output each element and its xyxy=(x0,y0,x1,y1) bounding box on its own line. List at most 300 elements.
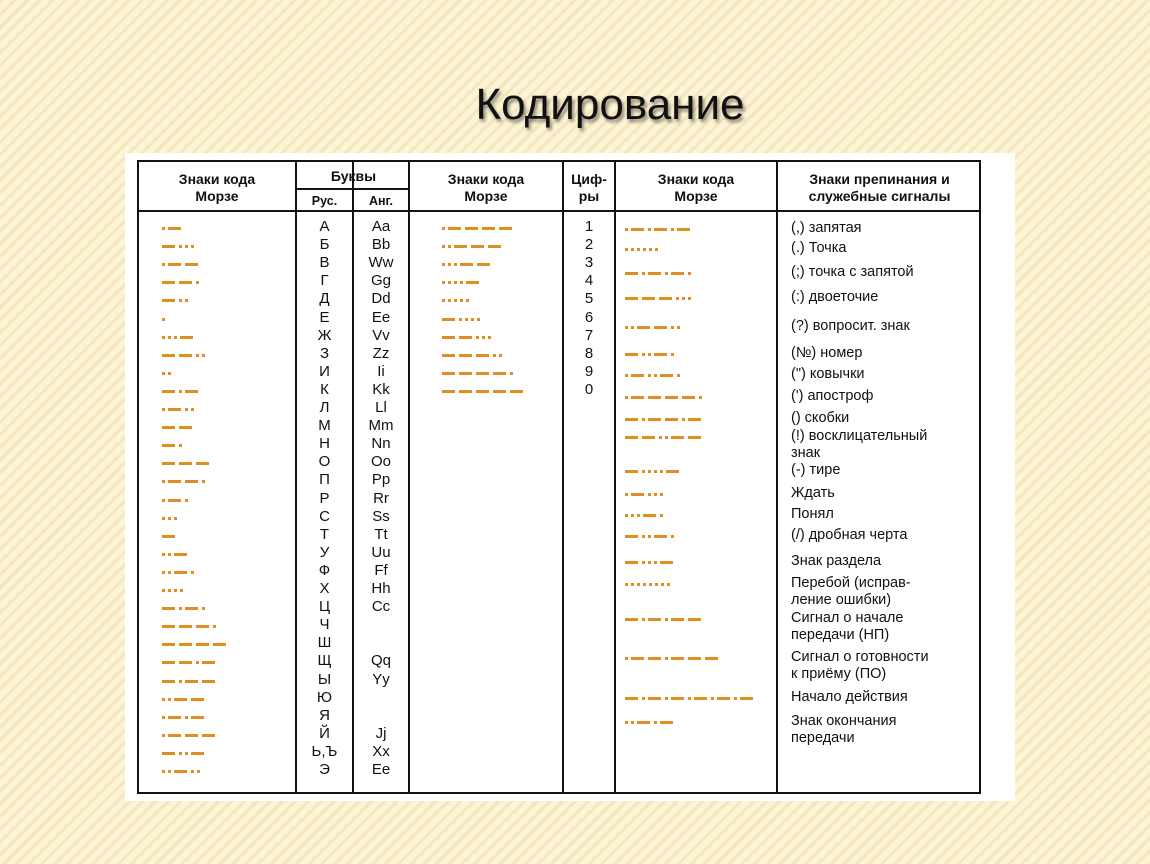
morse-dot xyxy=(162,336,165,339)
morse-dash xyxy=(442,390,455,393)
header-morse-digits: Знаки кода Морзе xyxy=(447,171,525,204)
morse-dot xyxy=(168,553,171,556)
punctuation-label xyxy=(791,713,969,747)
morse-dash xyxy=(162,625,175,628)
punctuation-label xyxy=(791,485,969,502)
morse-dash xyxy=(168,734,181,737)
morse-dot xyxy=(654,493,657,496)
punctuation-label xyxy=(791,527,969,544)
morse-dash xyxy=(191,752,204,755)
morse-dot xyxy=(162,770,165,773)
morse-dot xyxy=(191,245,194,248)
morse-dot xyxy=(162,589,165,592)
morse-dot xyxy=(454,263,457,266)
morse-dash xyxy=(185,607,198,610)
morse-dash xyxy=(625,535,638,538)
letter-rus: Ы xyxy=(317,670,332,688)
punctuation-label xyxy=(791,610,969,644)
morse-dash xyxy=(482,227,495,230)
morse-dash xyxy=(471,245,484,248)
letter-rus: М xyxy=(318,417,331,435)
morse-dash xyxy=(442,318,455,321)
punctuation-label xyxy=(791,689,969,706)
morse-dash xyxy=(476,390,489,393)
morse-dot xyxy=(642,353,645,356)
morse-dash xyxy=(671,436,684,439)
morse-dot xyxy=(162,571,165,574)
morse-dot xyxy=(734,697,737,700)
morse-dot xyxy=(162,553,165,556)
digit: 9 xyxy=(584,362,594,380)
morse-dot xyxy=(185,752,188,755)
morse-dot xyxy=(477,318,480,321)
morse-dot xyxy=(631,721,634,724)
letter-eng: Uu xyxy=(371,543,391,561)
morse-dot xyxy=(648,470,651,473)
morse-dash xyxy=(648,272,661,275)
morse-dash xyxy=(625,436,638,439)
punctuation-label-line: Ждать xyxy=(791,485,835,501)
letter-eng: Bb xyxy=(371,236,391,254)
morse-dash xyxy=(705,657,718,660)
letter-eng: Ww xyxy=(368,254,394,272)
letter-eng: Kk xyxy=(372,380,390,398)
morse-dot xyxy=(642,535,645,538)
punctuation-label-line: (;) точка с запятой xyxy=(791,264,914,280)
morse-dot xyxy=(202,480,205,483)
morse-dot xyxy=(202,607,205,610)
morse-dash xyxy=(442,336,455,339)
morse-dot xyxy=(642,272,645,275)
letter-eng: Yy xyxy=(372,670,390,688)
letter-rus: Г xyxy=(320,272,329,290)
morse-dot xyxy=(179,444,182,447)
morse-dash xyxy=(631,374,644,377)
morse-dot xyxy=(162,517,165,520)
punctuation-label xyxy=(791,366,969,383)
header-morse-punct: Знаки кода Морзе xyxy=(657,171,735,204)
morse-dash xyxy=(625,418,638,421)
morse-dot xyxy=(699,396,702,399)
morse-dot xyxy=(648,535,651,538)
morse-dash xyxy=(648,418,661,421)
letter-rus: А xyxy=(319,218,330,235)
punctuation-label xyxy=(791,428,969,462)
morse-dot xyxy=(179,299,182,302)
letter-rus: Т xyxy=(319,525,330,543)
morse-dot xyxy=(637,583,640,586)
letter-rus: В xyxy=(319,254,330,272)
column-divider xyxy=(408,160,410,794)
letter-eng: Aa xyxy=(371,218,391,235)
letter-rus: Л xyxy=(319,399,330,416)
morse-dash xyxy=(162,354,175,357)
morse-dash xyxy=(665,396,678,399)
morse-dot xyxy=(654,470,657,473)
letter-rus: Р xyxy=(319,489,330,507)
morse-dash xyxy=(625,297,638,300)
morse-dot xyxy=(162,263,165,266)
morse-dash xyxy=(459,354,472,357)
morse-dot xyxy=(625,326,628,329)
punctuation-label-line: (№) номер xyxy=(791,345,863,361)
morse-dash xyxy=(740,697,753,700)
morse-dash xyxy=(625,353,638,356)
morse-dot xyxy=(179,680,182,683)
morse-dash xyxy=(631,493,644,496)
morse-dash xyxy=(202,661,215,664)
morse-dot xyxy=(476,336,479,339)
morse-dash xyxy=(168,716,181,719)
morse-dash xyxy=(442,372,455,375)
punctuation-label-line: знак xyxy=(791,445,821,461)
letter-eng: Ll xyxy=(375,399,387,416)
punctuation-label xyxy=(791,318,969,335)
morse-dash xyxy=(174,571,187,574)
morse-dash xyxy=(185,680,198,683)
morse-dash xyxy=(162,462,175,465)
letter-rus: К xyxy=(320,380,329,398)
letter-rus: Б xyxy=(319,236,330,254)
letter-eng: Jj xyxy=(375,724,387,742)
morse-dot xyxy=(448,281,451,284)
morse-dot xyxy=(671,326,674,329)
morse-dot xyxy=(649,583,652,586)
morse-dot xyxy=(213,625,216,628)
morse-dash xyxy=(179,643,192,646)
morse-dash xyxy=(162,661,175,664)
letter-eng: Xx xyxy=(372,742,390,760)
morse-dash xyxy=(499,227,512,230)
morse-dash xyxy=(179,426,192,429)
letter-rus: Я xyxy=(319,706,330,724)
punctuation-label-line: (.) Точка xyxy=(791,240,847,256)
morse-dash xyxy=(476,354,489,357)
morse-dot xyxy=(168,336,171,339)
punctuation-label-line: Знак окончания xyxy=(791,713,897,729)
morse-dot xyxy=(711,697,714,700)
letter-rus: Ц xyxy=(318,598,331,616)
morse-dot xyxy=(196,281,199,284)
punctuation-label-line: Сигнал о готовности xyxy=(791,649,929,665)
morse-dash xyxy=(665,418,678,421)
morse-dot xyxy=(174,336,177,339)
morse-dash xyxy=(179,661,192,664)
punctuation-label-line: (-) тире xyxy=(791,462,841,478)
morse-dot xyxy=(676,297,679,300)
letter-eng: Ff xyxy=(374,561,388,579)
morse-dot xyxy=(671,353,674,356)
punctuation-label-line: передачи xyxy=(791,730,855,746)
morse-dot xyxy=(162,372,165,375)
morse-dot xyxy=(660,493,663,496)
punctuation-label xyxy=(791,388,969,405)
morse-dash xyxy=(168,263,181,266)
digit: 1 xyxy=(584,218,594,235)
morse-dash xyxy=(459,336,472,339)
letters-subheader-separator xyxy=(295,188,410,190)
digit: 0 xyxy=(584,380,594,398)
morse-dot xyxy=(499,354,502,357)
morse-dot xyxy=(162,734,165,737)
morse-dot xyxy=(162,480,165,483)
morse-dash xyxy=(191,716,204,719)
punctuation-label-line: передачи (НП) xyxy=(791,627,890,643)
morse-dot xyxy=(648,374,651,377)
morse-dot xyxy=(642,561,645,564)
morse-dot xyxy=(191,770,194,773)
morse-dash xyxy=(196,643,209,646)
morse-dot xyxy=(631,326,634,329)
morse-dot xyxy=(460,299,463,302)
morse-dot xyxy=(466,299,469,302)
digit: 2 xyxy=(584,236,594,254)
morse-dash xyxy=(654,535,667,538)
morse-dash xyxy=(162,390,175,393)
morse-dot xyxy=(454,281,457,284)
digit: 5 xyxy=(584,290,594,308)
morse-dot xyxy=(442,299,445,302)
digit: 6 xyxy=(584,308,594,326)
letter-eng: Qq xyxy=(370,652,391,670)
morse-dot xyxy=(665,618,668,621)
letter-rus: Ж xyxy=(317,326,332,344)
punctuation-label xyxy=(791,575,969,609)
punctuation-label xyxy=(791,240,969,257)
morse-dot xyxy=(168,571,171,574)
morse-dot xyxy=(665,272,668,275)
letter-eng: Ii xyxy=(377,362,385,380)
morse-dash xyxy=(179,281,192,284)
morse-dot xyxy=(179,390,182,393)
morse-dot xyxy=(654,374,657,377)
morse-dash xyxy=(459,372,472,375)
morse-dash xyxy=(631,396,644,399)
morse-dash xyxy=(688,436,701,439)
morse-dash xyxy=(625,470,638,473)
morse-dash xyxy=(671,272,684,275)
morse-dash xyxy=(162,444,175,447)
morse-dash xyxy=(168,480,181,483)
morse-dot xyxy=(655,248,658,251)
morse-dot xyxy=(454,299,457,302)
morse-dot xyxy=(191,408,194,411)
letter-rus: Н xyxy=(319,435,330,453)
morse-dot xyxy=(162,227,165,230)
morse-dot xyxy=(642,697,645,700)
morse-dot xyxy=(488,336,491,339)
morse-dash xyxy=(625,618,638,621)
morse-dot xyxy=(442,245,445,248)
morse-dot xyxy=(465,318,468,321)
morse-dot xyxy=(661,583,664,586)
punctuation-label xyxy=(791,506,969,523)
morse-dash xyxy=(459,390,472,393)
morse-dot xyxy=(625,657,628,660)
morse-dash xyxy=(660,721,673,724)
column-divider xyxy=(614,160,616,794)
morse-dash xyxy=(213,643,226,646)
header-rus: Рус. xyxy=(311,194,338,208)
morse-dash xyxy=(196,462,209,465)
morse-dash xyxy=(493,372,506,375)
morse-dash xyxy=(625,561,638,564)
punctuation-label-line: Перебой (исправ- xyxy=(791,575,911,591)
morse-dot xyxy=(625,583,628,586)
punctuation-label xyxy=(791,410,969,427)
morse-dot xyxy=(197,770,200,773)
letter-eng: Mm xyxy=(368,417,394,435)
punctuation-label xyxy=(791,289,969,306)
morse-dot xyxy=(162,318,165,321)
morse-dot xyxy=(162,499,165,502)
letter-eng: Dd xyxy=(371,290,391,308)
punctuation-label-line: Знак раздела xyxy=(791,553,882,569)
slide-title: Кодирование xyxy=(475,80,745,129)
punctuation-label xyxy=(791,553,969,570)
punctuation-label-line: (,) запятая xyxy=(791,220,862,236)
header-morse-letters: Знаки кода Морзе xyxy=(178,171,256,204)
punctuation-label-line: (/) дробная черта xyxy=(791,527,908,543)
morse-dot xyxy=(648,353,651,356)
morse-dash xyxy=(671,697,684,700)
morse-dot xyxy=(442,281,445,284)
morse-dot xyxy=(162,698,165,701)
punctuation-label xyxy=(791,345,969,362)
morse-dash xyxy=(168,408,181,411)
letter-rus: З xyxy=(319,344,330,362)
letter-rus: Э xyxy=(319,761,330,778)
morse-dot xyxy=(471,318,474,321)
letter-rus: П xyxy=(319,471,330,489)
morse-dash xyxy=(717,697,730,700)
letter-rus: Е xyxy=(319,308,330,326)
letter-eng: Gg xyxy=(370,272,391,290)
morse-dot xyxy=(185,499,188,502)
morse-dash xyxy=(185,263,198,266)
letter-rus: Д xyxy=(319,290,330,308)
morse-dot xyxy=(168,517,171,520)
morse-dash xyxy=(174,553,187,556)
morse-dot xyxy=(510,372,513,375)
morse-dash xyxy=(162,680,175,683)
morse-dot xyxy=(642,418,645,421)
morse-dot xyxy=(682,418,685,421)
morse-dot xyxy=(196,354,199,357)
morse-dot xyxy=(642,470,645,473)
punctuation-label xyxy=(791,462,969,479)
column-divider xyxy=(776,160,778,794)
morse-dot xyxy=(179,607,182,610)
morse-dash xyxy=(454,245,467,248)
morse-dot xyxy=(625,374,628,377)
morse-dot xyxy=(180,589,183,592)
morse-dot xyxy=(637,248,640,251)
morse-dot xyxy=(174,589,177,592)
morse-dot xyxy=(191,571,194,574)
morse-dot xyxy=(643,583,646,586)
digit: 4 xyxy=(584,272,594,290)
morse-dash xyxy=(642,297,655,300)
morse-dash xyxy=(442,354,455,357)
morse-dot xyxy=(665,436,668,439)
punctuation-label xyxy=(791,264,969,281)
morse-dash xyxy=(671,657,684,660)
punctuation-label-line: Сигнал о начале xyxy=(791,610,904,626)
letter-eng: Zz xyxy=(372,344,390,362)
morse-dash xyxy=(168,499,181,502)
morse-dash xyxy=(174,698,187,701)
morse-dot xyxy=(649,248,652,251)
morse-dot xyxy=(688,272,691,275)
morse-dot xyxy=(625,514,628,517)
morse-dash xyxy=(659,297,672,300)
digit: 7 xyxy=(584,326,594,344)
header-separator xyxy=(137,210,981,212)
morse-dash xyxy=(196,625,209,628)
morse-dash xyxy=(643,514,656,517)
morse-dot xyxy=(655,583,658,586)
morse-dot xyxy=(677,374,680,377)
morse-dash xyxy=(191,698,204,701)
morse-dot xyxy=(442,263,445,266)
morse-dash xyxy=(185,734,198,737)
morse-dash xyxy=(202,680,215,683)
morse-dash xyxy=(688,657,701,660)
morse-dot xyxy=(625,228,628,231)
morse-dash xyxy=(637,326,650,329)
morse-dash xyxy=(631,657,644,660)
letter-eng: Tt xyxy=(374,525,388,543)
morse-dot xyxy=(660,514,663,517)
morse-dash xyxy=(460,263,473,266)
morse-dot xyxy=(168,698,171,701)
morse-dot xyxy=(179,752,182,755)
morse-dot xyxy=(174,517,177,520)
header-letters: Буквы xyxy=(330,168,377,184)
punctuation-label-line: к приёму (ПО) xyxy=(791,666,887,682)
morse-dot xyxy=(168,372,171,375)
morse-dot xyxy=(202,354,205,357)
morse-dash xyxy=(648,396,661,399)
punctuation-label-line: (:) двоеточие xyxy=(791,289,879,305)
morse-dash xyxy=(180,336,193,339)
morse-dot xyxy=(671,228,674,231)
morse-dash xyxy=(660,374,673,377)
letter-eng: Hh xyxy=(371,580,391,597)
letter-rus: Ю xyxy=(316,688,333,706)
letter-rus: Ф xyxy=(318,561,331,579)
morse-dash xyxy=(654,353,667,356)
morse-dash xyxy=(465,227,478,230)
punctuation-label-line: Начало действия xyxy=(791,689,908,705)
morse-dash xyxy=(625,697,638,700)
morse-dot xyxy=(654,561,657,564)
morse-dot xyxy=(643,248,646,251)
punctuation-label xyxy=(791,220,969,237)
digit: 3 xyxy=(584,254,594,272)
morse-dot xyxy=(659,436,662,439)
header-punctuation: Знаки препинания и служебные сигналы xyxy=(808,171,951,204)
morse-dot xyxy=(631,583,634,586)
morse-dash xyxy=(476,372,489,375)
morse-dash xyxy=(642,436,655,439)
morse-dash xyxy=(162,535,175,538)
morse-dash xyxy=(694,697,707,700)
morse-dash xyxy=(179,354,192,357)
morse-dot xyxy=(625,721,628,724)
letter-rus: Щ xyxy=(317,652,332,670)
